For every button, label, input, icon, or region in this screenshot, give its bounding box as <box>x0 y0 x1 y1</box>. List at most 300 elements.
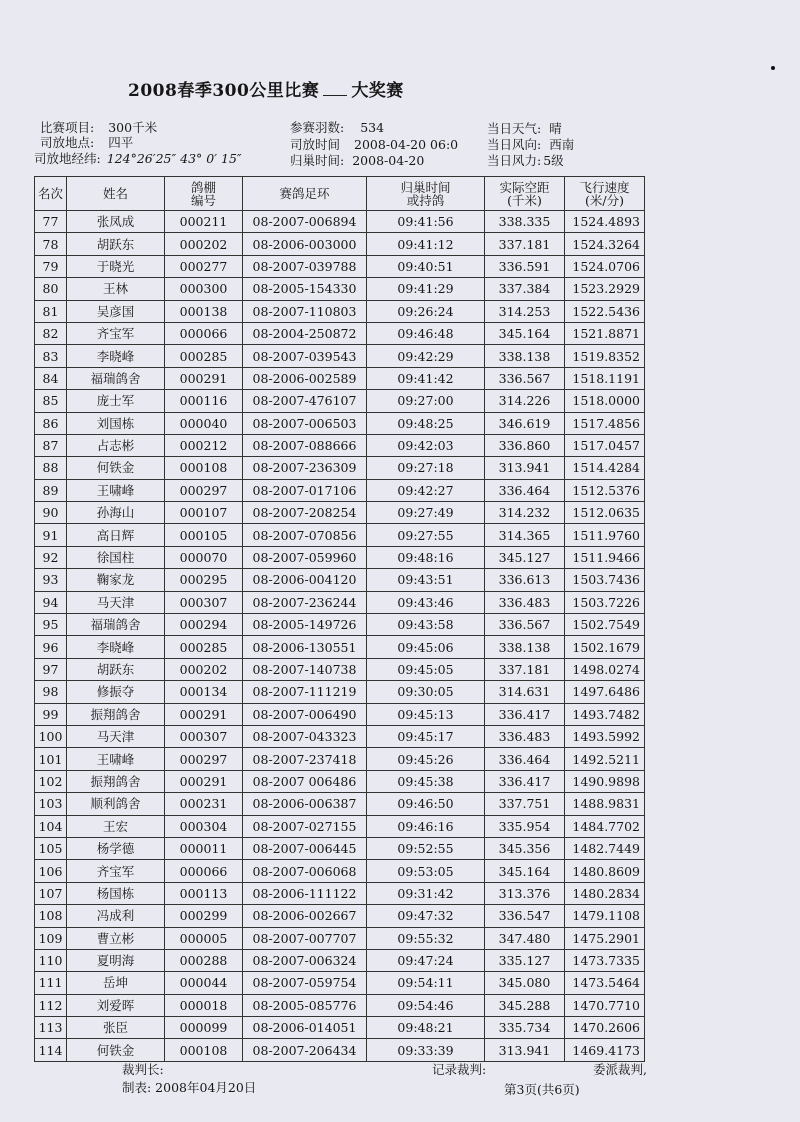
cell-ring: 08-2007-059754 <box>243 972 367 994</box>
cell-dist: 336.464 <box>485 479 565 501</box>
cell-time: 09:42:03 <box>367 434 485 456</box>
cell-dist: 345.127 <box>485 546 565 568</box>
cell-name: 胡跃东 <box>67 233 165 255</box>
cell-name: 振翔鸽舍 <box>67 703 165 725</box>
cell-speed: 1490.9898 <box>565 770 645 792</box>
cell-ring: 08-2007-006445 <box>243 837 367 859</box>
cell-rank: 114 <box>35 1039 67 1061</box>
cell-rank: 107 <box>35 882 67 904</box>
table-row <box>35 457 645 479</box>
table-row <box>35 502 645 524</box>
table-row <box>35 905 645 927</box>
table-row <box>35 255 645 277</box>
cell-loft: 000005 <box>165 927 243 949</box>
cell-speed: 1511.9760 <box>565 524 645 546</box>
footer-record-judge: 记录裁判: <box>432 1062 487 1077</box>
cell-name: 王宏 <box>67 815 165 837</box>
cell-ring: 08-2006-111122 <box>243 882 367 904</box>
cell-time: 09:41:29 <box>367 278 485 300</box>
table-row <box>35 927 645 949</box>
cell-dist: 313.376 <box>485 882 565 904</box>
cell-time: 09:42:29 <box>367 345 485 367</box>
cell-ring: 08-2007-237418 <box>243 748 367 770</box>
cell-speed: 1475.2901 <box>565 927 645 949</box>
cell-loft: 000291 <box>165 367 243 389</box>
cell-name: 孙海山 <box>67 502 165 524</box>
cell-name: 福瑞鸽舍 <box>67 367 165 389</box>
cell-dist: 347.480 <box>485 927 565 949</box>
cell-loft: 000277 <box>165 255 243 277</box>
cell-name: 王啸峰 <box>67 748 165 770</box>
cell-ring: 08-2007-059960 <box>243 546 367 568</box>
cell-dist: 336.547 <box>485 905 565 927</box>
cell-time: 09:52:55 <box>367 837 485 859</box>
cell-speed: 1492.5211 <box>565 748 645 770</box>
cell-rank: 97 <box>35 658 67 680</box>
table-row <box>35 1039 645 1061</box>
title-blank-line <box>323 81 347 96</box>
cell-time: 09:27:18 <box>367 457 485 479</box>
cell-ring: 08-2007-006068 <box>243 860 367 882</box>
cell-ring: 08-2007-007707 <box>243 927 367 949</box>
cell-name: 振翔鸽舍 <box>67 770 165 792</box>
cell-rank: 82 <box>35 322 67 344</box>
cell-dist: 337.384 <box>485 278 565 300</box>
cell-speed: 1488.9831 <box>565 793 645 815</box>
cell-speed: 1524.4893 <box>565 211 645 233</box>
table-row <box>35 949 645 971</box>
cell-name: 高日辉 <box>67 524 165 546</box>
cell-name: 庞士军 <box>67 390 165 412</box>
cell-loft: 000107 <box>165 502 243 524</box>
table-row <box>35 725 645 747</box>
table-row <box>35 636 645 658</box>
cell-name: 于晓光 <box>67 255 165 277</box>
cell-rank: 101 <box>35 748 67 770</box>
cell-time: 09:53:05 <box>367 860 485 882</box>
cell-speed: 1502.7549 <box>565 614 645 636</box>
cell-loft: 000044 <box>165 972 243 994</box>
cell-speed: 1518.1191 <box>565 367 645 389</box>
table-row <box>35 882 645 904</box>
cell-rank: 112 <box>35 994 67 1016</box>
cell-name: 马天津 <box>67 725 165 747</box>
page-title <box>128 76 404 101</box>
cell-ring: 08-2005-154330 <box>243 278 367 300</box>
cell-dist: 314.365 <box>485 524 565 546</box>
cell-rank: 84 <box>35 367 67 389</box>
info-project: 比赛项目: 300千米 <box>40 120 158 135</box>
cell-time: 09:45:26 <box>367 748 485 770</box>
cell-loft: 000288 <box>165 949 243 971</box>
cell-dist: 314.631 <box>485 681 565 703</box>
cell-name: 岳坤 <box>67 972 165 994</box>
cell-speed: 1512.5376 <box>565 479 645 501</box>
cell-dist: 345.164 <box>485 860 565 882</box>
cell-time: 09:46:16 <box>367 815 485 837</box>
cell-speed: 1524.3264 <box>565 233 645 255</box>
table-row <box>35 479 645 501</box>
cell-ring: 08-2007-088666 <box>243 434 367 456</box>
cell-time: 09:45:06 <box>367 636 485 658</box>
cell-ring: 08-2007-111219 <box>243 681 367 703</box>
cell-ring: 08-2006-014051 <box>243 1017 367 1039</box>
cell-loft: 000105 <box>165 524 243 546</box>
cell-time: 09:54:46 <box>367 994 485 1016</box>
cell-dist: 335.954 <box>485 815 565 837</box>
cell-speed: 1480.8609 <box>565 860 645 882</box>
table-row <box>35 972 645 994</box>
cell-rank: 87 <box>35 434 67 456</box>
results-table <box>34 176 645 1062</box>
cell-dist: 336.464 <box>485 748 565 770</box>
column-header: 鸽棚 编号 <box>165 177 243 211</box>
cell-name: 夏明海 <box>67 949 165 971</box>
cell-speed: 1522.5436 <box>565 300 645 322</box>
table-row <box>35 390 645 412</box>
column-header: 名次 <box>35 177 67 211</box>
table-row <box>35 860 645 882</box>
cell-name: 何铁金 <box>67 1039 165 1061</box>
cell-name: 鞠家龙 <box>67 569 165 591</box>
cell-loft: 000211 <box>165 211 243 233</box>
cell-name: 吴彦国 <box>67 300 165 322</box>
cell-ring: 08-2006-004120 <box>243 569 367 591</box>
cell-time: 09:26:24 <box>367 300 485 322</box>
cell-rank: 89 <box>35 479 67 501</box>
stray-mark <box>771 66 775 70</box>
cell-dist: 336.417 <box>485 703 565 725</box>
cell-time: 09:46:48 <box>367 322 485 344</box>
cell-speed: 1493.7482 <box>565 703 645 725</box>
cell-loft: 000040 <box>165 412 243 434</box>
table-row <box>35 703 645 725</box>
cell-speed: 1518.0000 <box>565 390 645 412</box>
title-text: 2008春季300公里比赛 <box>128 81 320 101</box>
info-wind-force: 当日风力: 5级 <box>487 153 564 168</box>
cell-loft: 000113 <box>165 882 243 904</box>
cell-name: 顺利鸽舍 <box>67 793 165 815</box>
cell-loft: 000116 <box>165 390 243 412</box>
cell-name: 王啸峰 <box>67 479 165 501</box>
cell-ring: 08-2007-039788 <box>243 255 367 277</box>
cell-loft: 000212 <box>165 434 243 456</box>
cell-loft: 000294 <box>165 614 243 636</box>
cell-name: 刘爱晖 <box>67 994 165 1016</box>
cell-name: 杨国栋 <box>67 882 165 904</box>
footer-chief-judge: 裁判长: <box>122 1062 164 1077</box>
cell-ring: 08-2007-039543 <box>243 345 367 367</box>
table-row <box>35 1017 645 1039</box>
table-row <box>35 367 645 389</box>
cell-loft: 000099 <box>165 1017 243 1039</box>
cell-ring: 08-2007-236309 <box>243 457 367 479</box>
table-row <box>35 591 645 613</box>
cell-rank: 113 <box>35 1017 67 1039</box>
cell-rank: 85 <box>35 390 67 412</box>
cell-dist: 313.941 <box>485 457 565 479</box>
info-wind-direction: 当日风向: 西南 <box>487 137 575 152</box>
cell-name: 马天津 <box>67 591 165 613</box>
table-row <box>35 815 645 837</box>
table-row <box>35 233 645 255</box>
cell-dist: 345.288 <box>485 994 565 1016</box>
cell-ring: 08-2007-027155 <box>243 815 367 837</box>
cell-rank: 90 <box>35 502 67 524</box>
cell-time: 09:27:49 <box>367 502 485 524</box>
column-header: 归巢时间 或持鸽 <box>367 177 485 211</box>
table-row <box>35 793 645 815</box>
table-row <box>35 345 645 367</box>
cell-dist: 345.356 <box>485 837 565 859</box>
cell-ring: 08-2006-002667 <box>243 905 367 927</box>
cell-speed: 1523.2929 <box>565 278 645 300</box>
cell-name: 曹立彬 <box>67 927 165 949</box>
cell-speed: 1480.2834 <box>565 882 645 904</box>
cell-speed: 1512.0635 <box>565 502 645 524</box>
cell-rank: 91 <box>35 524 67 546</box>
table-row <box>35 211 645 233</box>
cell-name: 李晓峰 <box>67 636 165 658</box>
table-row <box>35 569 645 591</box>
cell-ring: 08-2007-017106 <box>243 479 367 501</box>
cell-loft: 000108 <box>165 457 243 479</box>
cell-speed: 1519.8352 <box>565 345 645 367</box>
cell-time: 09:54:11 <box>367 972 485 994</box>
info-weather: 当日天气: 晴 <box>487 121 562 136</box>
cell-ring: 08-2007-236244 <box>243 591 367 613</box>
cell-rank: 78 <box>35 233 67 255</box>
cell-ring: 08-2007-476107 <box>243 390 367 412</box>
cell-rank: 88 <box>35 457 67 479</box>
cell-loft: 000011 <box>165 837 243 859</box>
cell-dist: 346.619 <box>485 412 565 434</box>
cell-loft: 000138 <box>165 300 243 322</box>
cell-rank: 99 <box>35 703 67 725</box>
cell-time: 09:47:24 <box>367 949 485 971</box>
table-row <box>35 322 645 344</box>
cell-loft: 000231 <box>165 793 243 815</box>
column-header: 飞行速度 (米/分) <box>565 177 645 211</box>
cell-rank: 102 <box>35 770 67 792</box>
cell-speed: 1482.7449 <box>565 837 645 859</box>
cell-loft: 000285 <box>165 636 243 658</box>
cell-rank: 111 <box>35 972 67 994</box>
cell-dist: 336.860 <box>485 434 565 456</box>
cell-rank: 104 <box>35 815 67 837</box>
cell-rank: 94 <box>35 591 67 613</box>
cell-ring: 08-2006-130551 <box>243 636 367 658</box>
table-row <box>35 748 645 770</box>
cell-name: 修振夺 <box>67 681 165 703</box>
cell-time: 09:43:46 <box>367 591 485 613</box>
cell-name: 王林 <box>67 278 165 300</box>
cell-ring: 08-2007-206434 <box>243 1039 367 1061</box>
cell-time: 09:45:05 <box>367 658 485 680</box>
cell-time: 09:41:56 <box>367 211 485 233</box>
cell-speed: 1484.7702 <box>565 815 645 837</box>
cell-speed: 1470.7710 <box>565 994 645 1016</box>
cell-time: 09:46:50 <box>367 793 485 815</box>
cell-loft: 000307 <box>165 591 243 613</box>
cell-time: 09:45:17 <box>367 725 485 747</box>
cell-time: 09:27:00 <box>367 390 485 412</box>
cell-time: 09:43:58 <box>367 614 485 636</box>
cell-dist: 335.734 <box>485 1017 565 1039</box>
cell-speed: 1521.8871 <box>565 322 645 344</box>
cell-rank: 109 <box>35 927 67 949</box>
cell-time: 09:55:32 <box>367 927 485 949</box>
cell-loft: 000297 <box>165 748 243 770</box>
cell-loft: 000291 <box>165 703 243 725</box>
cell-speed: 1479.1108 <box>565 905 645 927</box>
cell-speed: 1517.0457 <box>565 434 645 456</box>
cell-rank: 105 <box>35 837 67 859</box>
cell-name: 齐宝军 <box>67 322 165 344</box>
cell-dist: 338.138 <box>485 636 565 658</box>
cell-dist: 313.941 <box>485 1039 565 1061</box>
cell-speed: 1524.0706 <box>565 255 645 277</box>
cell-speed: 1514.4284 <box>565 457 645 479</box>
cell-ring: 08-2005-085776 <box>243 994 367 1016</box>
title-suffix: 大奖赛 <box>351 81 404 101</box>
info-return-time: 归巢时间: 2008-04-20 <box>290 153 425 168</box>
cell-speed: 1473.5464 <box>565 972 645 994</box>
cell-time: 09:41:42 <box>367 367 485 389</box>
cell-dist: 337.751 <box>485 793 565 815</box>
cell-ring: 08-2007-043323 <box>243 725 367 747</box>
cell-loft: 000134 <box>165 681 243 703</box>
cell-time: 09:41:12 <box>367 233 485 255</box>
cell-dist: 336.613 <box>485 569 565 591</box>
info-release-time: 司放时间 2008-04-20 06:0 <box>290 137 459 152</box>
cell-ring: 08-2004-250872 <box>243 322 367 344</box>
cell-rank: 110 <box>35 949 67 971</box>
cell-loft: 000291 <box>165 770 243 792</box>
cell-rank: 96 <box>35 636 67 658</box>
cell-time: 09:42:27 <box>367 479 485 501</box>
cell-speed: 1502.1679 <box>565 636 645 658</box>
cell-speed: 1498.0274 <box>565 658 645 680</box>
footer-page-number: 第3页(共6页) <box>504 1082 580 1097</box>
cell-name: 张凤成 <box>67 211 165 233</box>
cell-ring: 08-2007-006894 <box>243 211 367 233</box>
cell-name: 齐宝军 <box>67 860 165 882</box>
cell-dist: 337.181 <box>485 233 565 255</box>
cell-ring: 08-2007-140738 <box>243 658 367 680</box>
table-row <box>35 614 645 636</box>
cell-rank: 81 <box>35 300 67 322</box>
cell-ring: 08-2007-070856 <box>243 524 367 546</box>
table-row <box>35 300 645 322</box>
table-row <box>35 658 645 680</box>
cell-name: 刘国栋 <box>67 412 165 434</box>
cell-dist: 314.253 <box>485 300 565 322</box>
table-row <box>35 412 645 434</box>
cell-rank: 80 <box>35 278 67 300</box>
cell-name: 胡跃东 <box>67 658 165 680</box>
cell-dist: 335.127 <box>485 949 565 971</box>
cell-name: 福瑞鸽舍 <box>67 614 165 636</box>
cell-dist: 336.417 <box>485 770 565 792</box>
cell-dist: 336.483 <box>485 591 565 613</box>
cell-dist: 338.138 <box>485 345 565 367</box>
cell-loft: 000285 <box>165 345 243 367</box>
cell-loft: 000297 <box>165 479 243 501</box>
cell-ring: 08-2006-002589 <box>243 367 367 389</box>
cell-speed: 1511.9466 <box>565 546 645 568</box>
cell-loft: 000066 <box>165 322 243 344</box>
footer-prepared-date: 制表: 2008年04月20日 <box>122 1080 257 1095</box>
table-row <box>35 546 645 568</box>
cell-dist: 336.591 <box>485 255 565 277</box>
cell-name: 占志彬 <box>67 434 165 456</box>
cell-rank: 100 <box>35 725 67 747</box>
cell-ring: 08-2007-006324 <box>243 949 367 971</box>
cell-time: 09:48:21 <box>367 1017 485 1039</box>
cell-loft: 000066 <box>165 860 243 882</box>
cell-name: 张臣 <box>67 1017 165 1039</box>
cell-loft: 000304 <box>165 815 243 837</box>
cell-time: 09:45:13 <box>367 703 485 725</box>
cell-time: 09:40:51 <box>367 255 485 277</box>
column-header: 赛鸽足环 <box>243 177 367 211</box>
table-row <box>35 524 645 546</box>
table-body <box>35 211 645 1062</box>
cell-time: 09:45:38 <box>367 770 485 792</box>
info-entries: 参赛羽数: 534 <box>290 120 385 135</box>
table-row <box>35 434 645 456</box>
cell-loft: 000070 <box>165 546 243 568</box>
table-row <box>35 278 645 300</box>
column-header: 实际空距 (千米) <box>485 177 565 211</box>
cell-ring: 08-2007-208254 <box>243 502 367 524</box>
cell-loft: 000295 <box>165 569 243 591</box>
table-row <box>35 770 645 792</box>
cell-speed: 1517.4856 <box>565 412 645 434</box>
cell-loft: 000300 <box>165 278 243 300</box>
cell-speed: 1469.4173 <box>565 1039 645 1061</box>
cell-name: 李晓峰 <box>67 345 165 367</box>
info-release-site: 司放地点: 四平 <box>40 135 134 150</box>
cell-ring: 08-2006-003000 <box>243 233 367 255</box>
cell-speed: 1503.7226 <box>565 591 645 613</box>
cell-time: 09:30:05 <box>367 681 485 703</box>
cell-rank: 95 <box>35 614 67 636</box>
table-row <box>35 837 645 859</box>
cell-rank: 83 <box>35 345 67 367</box>
cell-rank: 103 <box>35 793 67 815</box>
cell-time: 09:31:42 <box>367 882 485 904</box>
cell-loft: 000307 <box>165 725 243 747</box>
cell-loft: 000108 <box>165 1039 243 1061</box>
cell-speed: 1503.7436 <box>565 569 645 591</box>
cell-dist: 314.226 <box>485 390 565 412</box>
cell-speed: 1497.6486 <box>565 681 645 703</box>
column-header: 姓名 <box>67 177 165 211</box>
cell-rank: 93 <box>35 569 67 591</box>
cell-dist: 336.483 <box>485 725 565 747</box>
cell-time: 09:33:39 <box>367 1039 485 1061</box>
cell-rank: 86 <box>35 412 67 434</box>
cell-dist: 338.335 <box>485 211 565 233</box>
cell-rank: 92 <box>35 546 67 568</box>
cell-ring: 08-2007-006503 <box>243 412 367 434</box>
table-header-row <box>35 177 645 211</box>
cell-ring: 08-2006-006387 <box>243 793 367 815</box>
cell-dist: 314.232 <box>485 502 565 524</box>
cell-dist: 345.080 <box>485 972 565 994</box>
